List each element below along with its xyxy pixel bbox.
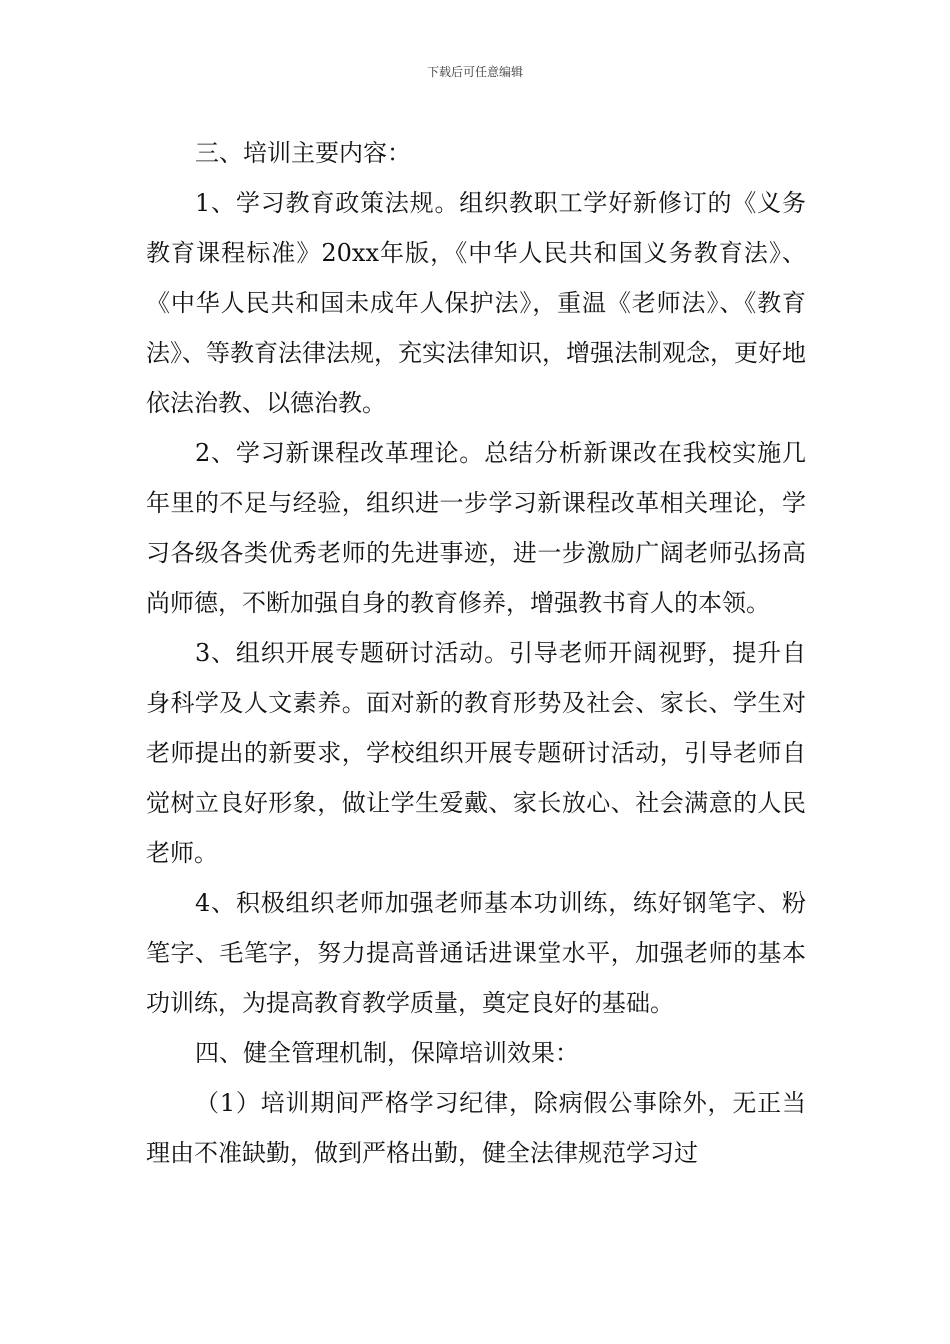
page-header-note: 下载后可任意编辑 xyxy=(426,65,523,79)
paragraph-item-2: 2、学习新课程改革理论。总结分析新课改在我校实施几年里的不足与经验，组织进一步学习新课程改革相关理论，学习各级各类优秀老师的先进事迹，进一步激励广阔老师弘扬高尚师德，不断加强自身的教育修养，增强教书育人的本领。 xyxy=(146,439,806,617)
paragraph-item-1: 1、学习教育政策法规。组织教职工学好新修订的《义务教育课程标准》20xx年版，《中华人民共和国义务教育法》、《中华人民共和国未成年人保护法》，重温《老师法》、《教育法》、等教育法律法规，充实法律知识，增强法制观念，更好地依法治教、以德治教。 xyxy=(146,189,806,417)
section-heading-management: 四、健全管理机制，保障培训效果： xyxy=(195,1039,579,1067)
document-body xyxy=(146,128,806,1178)
section-heading-training-content: 三、培训主要内容： xyxy=(195,139,411,167)
paragraph-item-4: 4、积极组织老师加强老师基本功训练，练好钢笔字、粉笔字、毛笔字，努力提高普通话进课堂水平，加强老师的基本功训练，为提高教育教学质量，奠定良好的基础。 xyxy=(146,889,806,1017)
paragraph-sub-item-1: （1）培训期间严格学习纪律，除病假公事除外，无正当理由不准缺勤，做到严格出勤，健全法律规范学习过 xyxy=(146,1089,806,1167)
paragraph-item-3: 3、组织开展专题研讨活动。引导老师开阔视野，提升自身科学及人文素养。面对新的教育形势及社会、家长、学生对老师提出的新要求，学校组织开展专题研讨活动，引导老师自觉树立良好形象，做让学生爱戴、家长放心、社会满意的人民老师。 xyxy=(146,639,806,867)
